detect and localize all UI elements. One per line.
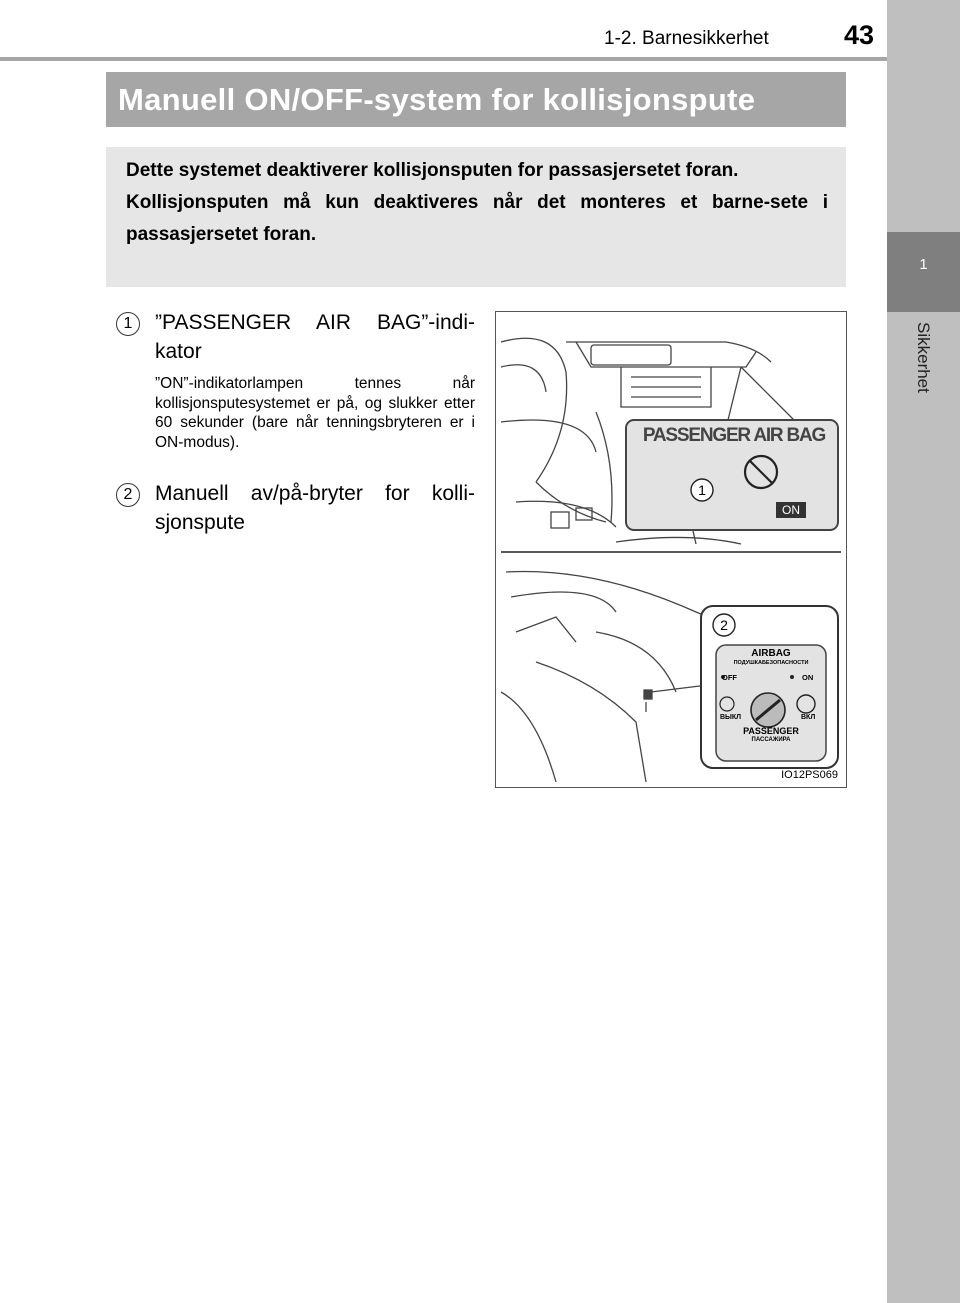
- chapter-number: 1: [919, 256, 928, 273]
- intro-paragraph-1: Dette systemet deaktiverer kollisjonsputen for passasjersetet foran.: [126, 160, 739, 181]
- switch-passenger-label-ru: ПАССАЖИРА: [751, 737, 791, 743]
- chapter-side-tab[interactable]: [887, 0, 960, 1303]
- page-title: Manuell ON/OFF-system for kollisjonspute: [106, 72, 846, 127]
- intro-box: [106, 147, 846, 287]
- section-label: 1-2. Barnesikkerhet: [604, 28, 769, 49]
- switch-airbag-label-ru: ПОДУШКАБЕЗОПАСНОСТИ: [733, 660, 809, 666]
- figure-code: IO12PS069: [781, 769, 838, 781]
- on-indicator-label: ON: [782, 503, 800, 517]
- indicator-panel-label: PASSENGER AIR BAG: [642, 425, 826, 446]
- item-1-title: ”PASSENGER AIR BAG”-indi-kator: [155, 311, 475, 363]
- airbag-illustration: [495, 311, 847, 788]
- header-rule: [0, 57, 887, 61]
- item-2-number-badge: 2: [116, 483, 140, 507]
- item-1-number-badge: 1: [116, 312, 140, 336]
- switch-on-label: ON: [802, 673, 814, 682]
- chapter-title: Sikkerhet: [914, 322, 933, 393]
- item-1-description: ”ON”-indikatorlampen tennes når kollisjonsputesystemet er på, og slukker etter 60 sekunder (bare når tenningsbryteren er i ON-modus).: [155, 375, 475, 451]
- illustration-drawing: [496, 312, 846, 787]
- switch-off-label-ru: ВЫКЛ: [720, 714, 742, 721]
- switch-off-label: OFF: [722, 673, 737, 682]
- switch-on-label-ru: ВКЛ: [801, 714, 816, 721]
- intro-paragraph-2: Kollisjonsputen må kun deaktiveres når det monteres et barne-sete i passasjersetet foran.: [126, 192, 828, 245]
- item-2-title: Manuell av/på-bryter for kolli-sjonspute: [155, 482, 475, 534]
- switch-passenger-label: PASSENGER: [743, 726, 799, 736]
- callout-2-label: 2: [720, 617, 728, 633]
- switch-airbag-label: AIRBAG: [751, 648, 791, 659]
- callout-1-label: 1: [698, 482, 706, 498]
- page-number: 43: [844, 20, 875, 50]
